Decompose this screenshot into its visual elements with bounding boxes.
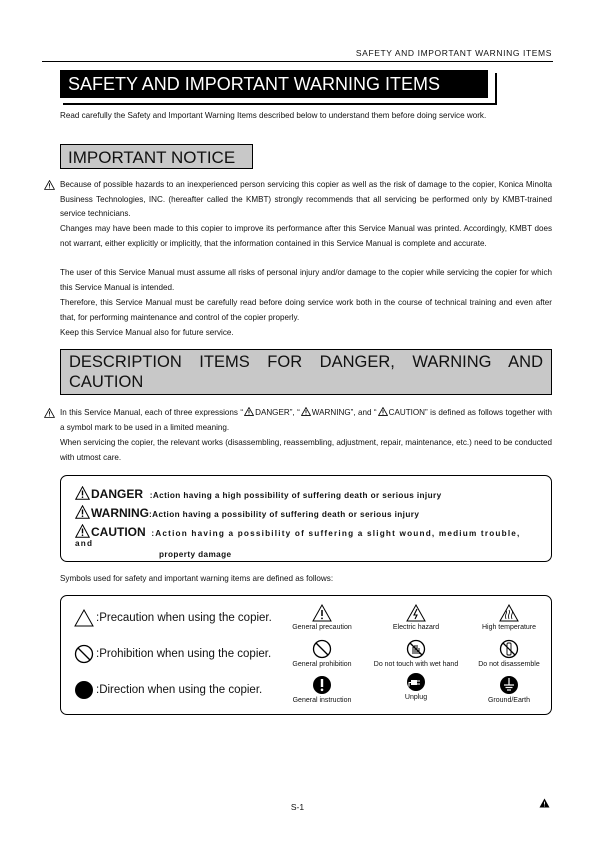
legend-prohibition: :Prohibition when using the copier. — [74, 644, 271, 664]
symbol-general-precaution: General precaution — [277, 604, 367, 631]
warning-triangle-icon — [244, 407, 254, 416]
electric-hazard-icon — [406, 604, 426, 622]
symbol-unplug: Unplug — [371, 672, 461, 701]
header-rule — [42, 61, 553, 62]
caution-triangle-icon — [75, 524, 90, 538]
symbols-box — [60, 595, 552, 715]
notice-paragraph-3: The user of this Service Manual must assume all risks of personal injury and/or damage to the copier while servicing the copier for which this Service Manual is intended. — [60, 268, 552, 292]
triangle-outline-icon — [74, 609, 94, 627]
general-instruction-icon — [312, 675, 332, 695]
filled-circle-icon — [74, 680, 94, 700]
warning-triangle-icon — [44, 408, 55, 418]
danger-triangle-icon — [75, 486, 90, 500]
symbol-high-temperature: High temperature — [464, 604, 554, 631]
page-number: S-1 — [290, 802, 305, 812]
symbol-general-instruction: General instruction — [277, 675, 367, 704]
intro-paragraph: Read carefully the Safety and Important Warning Items described below to understand them before doing service work. — [60, 111, 487, 120]
prohibition-circle-icon — [74, 644, 94, 664]
caution-definition: CAUTION :Action having a possibility of suffering a slight wound, medium trouble, and property damage — [75, 525, 521, 559]
notice-paragraph-1: Because of possible hazards to an inexperienced person servicing this copier as well as the risk of damage to the copier, Konica Minolta Business Technologies, INC. (hereafter called the KMBT) strongly recommends that all servicing be performed only by KMBT-trained service technicians. — [60, 180, 552, 219]
important-notice-heading: IMPORTANT NOTICE — [60, 144, 253, 169]
description-heading: DESCRIPTION ITEMS FOR DANGER, WARNING AND CAUTION — [60, 349, 552, 395]
symbol-electric-hazard: Electric hazard — [371, 604, 461, 631]
ground-earth-icon — [499, 675, 519, 695]
warning-triangle-icon — [539, 798, 550, 808]
symbol-no-wet-hand: Do not touch with wet hand — [371, 639, 461, 668]
high-temperature-icon — [499, 604, 519, 622]
symbol-general-prohibition: General prohibition — [277, 639, 367, 668]
general-prohibition-icon — [312, 639, 332, 659]
general-precaution-icon — [312, 604, 332, 622]
running-head: SAFETY AND IMPORTANT WARNING ITEMS — [355, 48, 552, 58]
notice-paragraph-2: Changes may have been made to this copier to improve its performance after this Service Manual was printed. Accordingly, KMBT does not warrant, either explicitly or implicitly, that the information contained in this Service Manual is complete and accurate. — [60, 224, 552, 248]
no-disassemble-icon — [499, 639, 519, 659]
danger-definition: DANGER :Action having a high possibility of suffering death or serious injury — [75, 486, 537, 501]
no-wet-hand-icon — [406, 639, 426, 659]
warning-triangle-icon — [75, 505, 90, 519]
hazard-level-box — [60, 475, 552, 562]
warning-triangle-icon — [44, 180, 55, 190]
legend-precaution: :Precaution when using the copier. — [74, 609, 272, 627]
notice-paragraph-4: Therefore, this Service Manual must be carefully read before doing service work both in the course of technical training and even after that, for performing maintenance and control of the copier properly. — [60, 298, 552, 322]
notice-paragraph-5: Keep this Service Manual also for future service. — [60, 328, 234, 337]
warning-definition: WARNING:Action having a possibility of suffering death or serious injury — [75, 505, 537, 520]
warning-triangle-icon — [378, 407, 388, 416]
symbols-intro: Symbols used for safety and important warning items are defined as follows: — [60, 574, 334, 583]
warning-triangle-icon — [301, 407, 311, 416]
legend-direction: :Direction when using the copier. — [74, 680, 262, 700]
unplug-icon — [406, 672, 426, 692]
page-title: SAFETY AND IMPORTANT WARNING ITEMS — [60, 70, 488, 98]
description-paragraph-2: When servicing the copier, the relevant works (disassembling, reassembling, adjustment, repair, maintenance, etc.) need to be conducted with utmost care. — [60, 438, 552, 462]
description-paragraph-1: In this Service Manual, each of three expressions “ DANGER”, “ WARNING”, and “ CAUTION” is defined as follows together with a symbol mark to be used in a limited meaning. — [60, 408, 553, 432]
symbol-no-disassemble: Do not disassemble — [464, 639, 554, 668]
symbol-ground-earth: Ground/Earth — [464, 675, 554, 704]
